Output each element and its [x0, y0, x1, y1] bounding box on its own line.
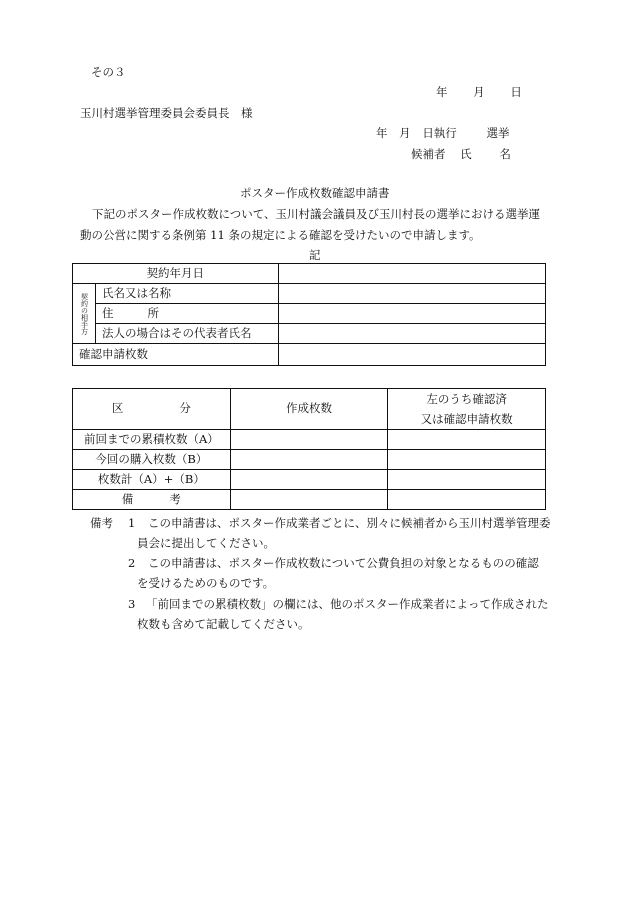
form-number: その３	[91, 65, 126, 79]
row-previous-cumulative: 前回までの累積枚数（A）	[73, 430, 231, 450]
note-3-number: 3	[128, 597, 136, 611]
cell-current-created[interactable]	[230, 450, 388, 470]
note-1-line-1: この申請書は、ポスター作成業者ごとに、別々に候補者から玉川村選挙管理委	[148, 516, 551, 530]
note-1-number: 1	[128, 516, 136, 530]
count-table	[72, 388, 546, 510]
addressee: 玉川村選挙管理委員会委員長 様	[80, 106, 253, 120]
election-line	[376, 128, 509, 140]
date-year: 年	[436, 85, 448, 99]
election-month: 月	[399, 126, 411, 140]
category-header	[73, 389, 231, 430]
note-1-line-2: 員会に提出してください。	[137, 536, 275, 550]
remarks-kou: 考	[169, 491, 181, 506]
address-label	[95, 304, 278, 324]
category-bun: 分	[179, 401, 191, 416]
name-mei: 名	[499, 147, 511, 161]
request-count-cell[interactable]	[278, 344, 545, 366]
cell-total-confirmed[interactable]	[388, 470, 546, 490]
note-2-line-1: この申請書は、ポスター作成枚数について公費負担の対象となるものの確認	[148, 556, 539, 570]
name-cell[interactable]	[278, 284, 545, 304]
representative-label: 法人の場合はその代表者氏名	[95, 324, 278, 344]
confirmed-header-line-1: 左のうち確認済	[426, 392, 507, 406]
address-cell[interactable]	[278, 304, 545, 324]
note-2-number: 2	[128, 556, 136, 570]
confirmed-header-line-2: 又は確認申請枚数	[420, 412, 513, 426]
date-day: 日	[510, 85, 522, 99]
cell-previous-created[interactable]	[230, 430, 388, 450]
row-current-purchase: 今回の購入枚数（B）	[73, 450, 231, 470]
party-vertical-label: 契約の相手方	[80, 292, 89, 335]
cell-remarks-created[interactable]	[230, 490, 388, 510]
cell-total-created[interactable]	[230, 470, 388, 490]
date-month: 月	[473, 85, 485, 99]
cell-previous-confirmed[interactable]	[388, 430, 546, 450]
body-line-2: 動の公営に関する条例第 11 条の規定による確認を受けたいので申請します。	[80, 228, 481, 242]
address-sho: 所	[147, 305, 159, 320]
cell-current-confirmed[interactable]	[388, 450, 546, 470]
contract-date-cell[interactable]	[278, 264, 545, 284]
contract-table	[72, 263, 546, 366]
note-3-line-2: 枚数も含めて記載してください。	[137, 617, 310, 631]
remarks-bi: 備	[121, 491, 134, 506]
party-vertical-cell	[73, 284, 96, 344]
date-line	[436, 87, 522, 99]
representative-cell[interactable]	[278, 324, 545, 344]
document-title: ポスター作成枚数確認申請書	[240, 186, 390, 200]
name-label: 氏名又は名称	[95, 284, 278, 304]
row-total: 枚数計（A）+（B）	[73, 470, 231, 490]
candidate-label: 候補者	[411, 147, 446, 161]
name-shi: 氏	[460, 147, 472, 161]
election-word: 選挙	[486, 126, 510, 140]
category-ku: 区	[111, 401, 124, 416]
request-count-label: 確認申請枚数	[73, 344, 279, 366]
row-remarks	[73, 490, 231, 510]
cell-remarks-confirmed[interactable]	[388, 490, 546, 510]
note-3-line-1: 「前回までの累積枚数」の欄には、他のポスター作成業者によって作成された	[146, 597, 549, 611]
note-2-line-2: を受けるためのものです。	[137, 576, 275, 590]
contract-date-label: 契約年月日	[73, 264, 279, 284]
ki-label: 記	[309, 248, 321, 262]
confirmed-count-header	[388, 389, 546, 430]
address-ju: 住	[101, 305, 114, 320]
body-line-1: 下記のポスター作成枚数について、玉川村議会議員及び玉川村長の選挙における選挙運	[92, 207, 541, 221]
notes-heading: 備考	[90, 516, 113, 530]
created-count-header: 作成枚数	[230, 389, 388, 430]
candidate-line	[411, 149, 511, 161]
election-day: 日執行	[422, 126, 457, 140]
election-year: 年	[376, 126, 388, 140]
